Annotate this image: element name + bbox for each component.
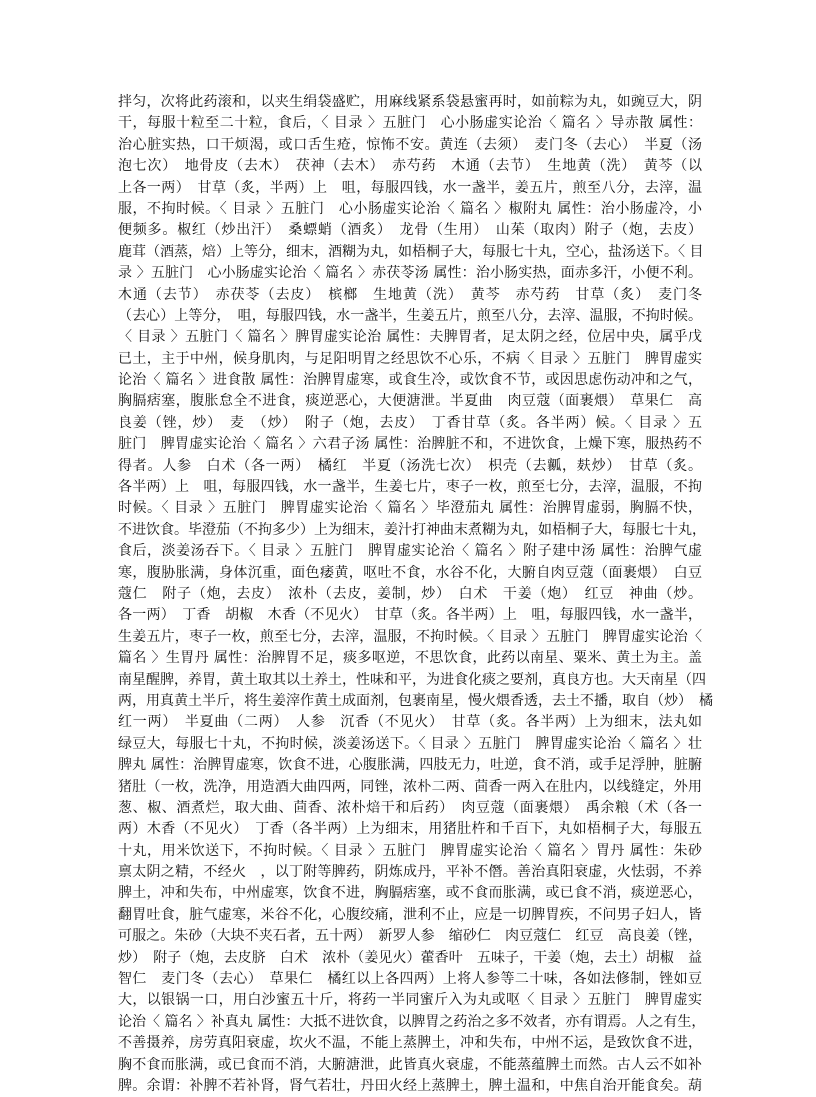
text-line: 各一两） 丁香 胡椒 木香（不见火） 甘草（炙。各半两）上 咀，每服四钱，水一盏半， xyxy=(118,607,702,624)
text-line: 脏门 脾胃虚实论治〈 篇名 〉六君子汤 属性：治脾脏不和，不进饮食，上燥下寒，服热药不 xyxy=(118,436,702,453)
text-line: 绿豆大，每服七十丸，不拘时候，淡姜汤送下。〈 目录 〉五脏门 脾胃虚实论治〈 篇名 〉壮 xyxy=(118,735,702,752)
text-line: 泡七次） 地骨皮（去木） 茯神（去木） 赤芍药 木通（去节） 生地黄（洗） 黄芩（以 xyxy=(118,158,702,175)
text-line: 治心脏实热，口干烦渴，或口舌生疮，惊怖不安。黄连（去须） 麦门冬（去心） 半夏（汤 xyxy=(118,136,702,153)
text-line: 蔻仁 附子（炮，去皮） 浓朴（去皮，姜制，炒） 白术 干姜（炮） 红豆 神曲（炒。 xyxy=(118,585,702,602)
text-line: 葱、椒、酒煮烂，取大曲、茴香、浓朴焙干和后药） 肉豆蔻（面裹煨） 禹余粮（术（各一 xyxy=(118,799,702,816)
text-line: 上各一两） 甘草（炙，半两）上 咀，每服四钱，水一盏半，姜五片，煎至八分，去滓，温 xyxy=(118,179,702,196)
text-line: 各半两）上 咀，每服四钱，水一盏半，生姜七片，枣子一枚，煎至七分，去滓，温服，不拘 xyxy=(118,479,702,496)
text-line: 脾。余谓：补脾不若补肾，肾气若壮，丹田火经上蒸脾土，脾土温和，中焦自治开能食矣。葫 xyxy=(118,1077,702,1094)
text-line: 鹿茸（酒蒸，焙）上等分，细末，酒糊为丸，如梧桐子大，每服七十丸，空心，盐汤送下。〈 目 xyxy=(118,243,704,260)
text-line: 两）木香（不见火） 丁香（各半两）上为细末，用猪肚杵和千百下，丸如梧桐子大，每服五 xyxy=(118,821,702,838)
text-line: 南星醒脾，养胃，黄土取其以土养土，性味和平，为进食化痰之要剂，真良方也。大天南星（四 xyxy=(118,671,706,688)
text-line: 胸不食而胀满，或已食而不消，大腑溏泄，此皆真火衰虚，不能蒸蕴脾土而然。古人云不如补 xyxy=(118,1056,702,1073)
text-line: 禀太阴之精，不经火 ，以丁附等脾药，阴炼成丹，平补不僭。善治真阳衰虚，火怯弱，不养 xyxy=(118,864,702,881)
text-line: 良姜（锉，炒） 麦 （炒） 附子（炮，去皮） 丁香甘草（炙。各半两）候。〈 目录 〉五 xyxy=(118,414,702,431)
text-line: 论治〈 篇名 〉进食散 属性：治脾胃虚寒，或食生冷，或饮食不节，或因思虑伤动冲和之气， xyxy=(118,372,702,389)
text-line: 猪肚（一枚，洗净，用造酒大曲四两，同锉，浓朴二两、茴香一两入在肚内，以线缝定，外用 xyxy=(118,778,702,795)
text-line: 服，不拘时候。〈 目录 〉五脏门 心小肠虚实论治〈 篇名 〉椒附丸 属性：治小肠虚冷，小 xyxy=(118,200,702,217)
text-line: 大，以银锅一口，用白沙蜜五十斤，将药一半同蜜斤入为丸或呕〈 目录 〉五脏门 脾胃虚实 xyxy=(118,992,702,1009)
text-line: 篇名 〉生胃丹 属性：治脾胃不足，痰多呕逆，不思饮食，此药以南星、粟米、黄土为主。盖 xyxy=(118,650,702,667)
text-line: 可服之。朱砂（大块不夹石者，五十两） 新罗人参 缩砂仁 肉豆蔻仁 红豆 高良姜（锉， xyxy=(118,928,702,945)
text-line: 录 〉五脏门 心小肠虚实论治〈 篇名 〉赤茯苓汤 属性：治小肠实热，面赤多汗，小便不利。 xyxy=(118,265,702,282)
text-line: 炒） 附子（炮，去皮脐 白术 浓朴（姜见火）藿香叶 五味子，干姜（炮，去土）胡椒 益 xyxy=(118,949,702,966)
text-line: 智仁 麦门冬（去心） 草果仁 橘红以上各四两）上将人参等二十味，各如法修制，锉如豆 xyxy=(118,971,702,988)
text-line: 论治〈 篇名 〉补真丸 属性：大抵不进饮食，以脾胃之药治之多不效者，亦有谓焉。人之有生， xyxy=(118,1013,706,1030)
text-line: 生姜五片，枣子一枚，煎至七分，去滓，温服，不拘时候。〈 目录 〉五脏门 脾胃虚实论治〈 xyxy=(118,628,702,645)
text-line: 拌匀，次将此药滚和，以夹生绢袋盛贮，用麻线紧系袋悬蜜再时，如前粽为丸，如豌豆大，阴 xyxy=(118,94,702,110)
text-line: 寒，腹胁胀满，身体沉重，面色痿黄，呕吐不食，水谷不化，大腑自肉豆蔻（面裹煨） 白豆 xyxy=(118,564,702,581)
text-line: 不进饮食。毕澄茄（不拘多少）上为细末，姜汁打神曲末煮糊为丸，如梧桐子大，每服七十丸， xyxy=(118,521,706,538)
text-line: 不善摄养，房劳真阳衰虚，坎火不温，不能上蒸脾土，冲和失布，中州不运，是致饮食不进， xyxy=(118,1035,702,1052)
text-line: 干，每服十粒至二十粒，食后，〈 目录 〉五脏门 心小肠虚实论治〈 篇名 〉导赤散 属性： xyxy=(118,115,702,132)
text-line: 〈 目录 〉五脏门〈 篇名 〉脾胃虚实论治 属性：夫脾胃者，足太阴之经，位居中央，属乎戊 xyxy=(118,329,702,346)
text-line: 十丸，用米饮送下，不拘时候。〈 目录 〉五脏门 脾胃虚实论治〈 篇名 〉胃丹 属性：朱砂 xyxy=(118,842,702,859)
text-line: 红一两） 半夏曲（二两） 人参 沉香（不见火） 甘草（炙。各半两）上为细末，法丸如 xyxy=(118,714,702,731)
text-line: 胸膈痞塞，腹胀怠全不进食，痰逆恶心，大便溏泄。半夏曲 肉豆蔻（面裹煨） 草果仁 高 xyxy=(118,393,702,410)
text-line: 时候。〈 目录 〉五脏门 脾胃虚实论治〈 篇名 〉毕澄茄丸 属性：治脾胃虚弱，胸膈不快， xyxy=(118,500,702,517)
text-line: （去心）上等分， 咀，每服四钱，水一盏半，生姜五片，煎至八分，去滓、温服，不拘时候。 xyxy=(118,307,702,324)
document-body xyxy=(118,92,713,1097)
text-line: 食后，淡姜汤吞下。〈 目录 〉五脏门 脾胃虚实论治〈 篇名 〉附子建中汤 属性：治脾气虚 xyxy=(118,543,702,560)
text-line: 便频多。椒红（炒出汗） 桑螵蛸（酒炙） 龙骨（生用） 山茱（取肉）附子（炮，去皮） xyxy=(118,222,702,239)
text-line: 脾土，冲和失布，中州虚寒，饮食不进，胸膈痞塞，或不食而胀满，或已食不消，痰逆恶心， xyxy=(118,885,702,902)
text-line: 两，用真黄土半斤，将生姜滓作黄土成面剂，包裹南星，慢火煨香透，去土不播，取自（炒） 橘 xyxy=(118,692,713,709)
text-line: 脾丸 属性：治脾胃虚寒，饮食不进，心腹胀满，四肢无力，吐逆，食不消，或手足浮肿，脏腑 xyxy=(118,757,702,774)
text-line: 得者。人参 白术（各一两） 橘红 半夏（汤洗七次） 枳壳（去瓤，麸炒） 甘草（炙。 xyxy=(118,457,702,474)
text-line: 木通（去节） 赤茯苓（去皮） 槟榔 生地黄（洗） 黄芩 赤芍药 甘草（炙） 麦门冬 xyxy=(118,286,702,303)
text-line: 已土，主于中州，候身肌肉，与足阳明胃之经思饮不心乐，不病〈 目录 〉五脏门 脾胃虚实 xyxy=(118,350,702,367)
text-line: 翻胃吐食，脏气虚寒，米谷不化，心腹绞痛，泄利不止，应是一切脾胃疾，不问男子妇人，皆 xyxy=(118,906,702,923)
